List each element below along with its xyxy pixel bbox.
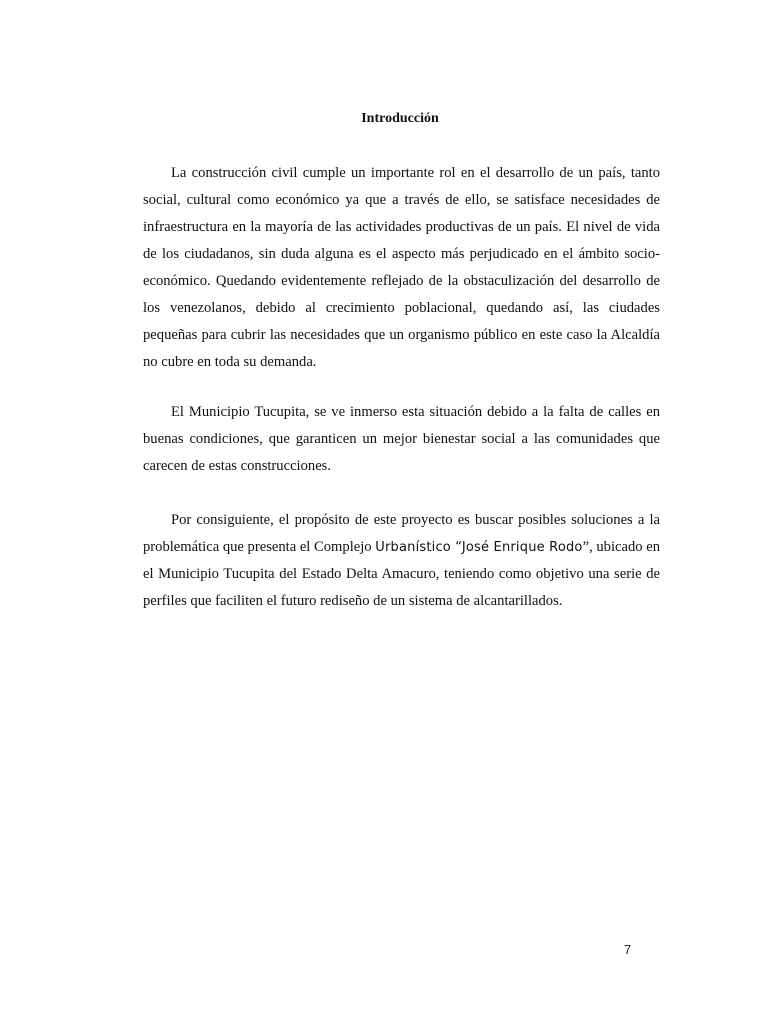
paragraph-2-text: El Municipio Tucupita, se ve inmerso esta situación debido a la falta de calles en buenas condiciones, que garanticen un mejor bienestar social a las comunidades que carecen de estas construcciones. <box>143 404 660 474</box>
paragraph-1 <box>143 160 660 376</box>
paragraph-3-text-start: Por consiguiente, el propósito de este proyecto es buscar posibles soluciones a la problemática que presenta el Complejo <box>143 512 660 555</box>
paragraph-3-stylized-name: Urbanístico “José Enrique Rodo <box>375 540 583 555</box>
page-number: 7 <box>624 942 632 957</box>
paragraph-2 <box>143 399 660 480</box>
paragraph-3-text-end: ”, ubicado en el Municipio Tucupita del Estado Delta Amacuro, teniendo como objetivo una serie de perfiles que faciliten el futuro rediseño de un sistema de alcantarillados. <box>143 539 661 609</box>
paragraph-3 <box>143 507 660 615</box>
page-title: Introducción <box>361 111 439 126</box>
paragraph-1-text: La construcción civil cumple un importante rol en el desarrollo de un país, tanto social, cultural como económico ya que a través de ello, se satisface necesidades de infraestructura en la mayoría de las actividades productivas de un país. El nivel de vida de los ciudadanos, sin duda alguna es el aspecto más perjudicado en el ámbito socio-económico. Quedando evidentemente reflejado de la obstaculización del desarrollo de los venezolanos, debido al crecimiento poblacional, quedando así, las ciudades pequeñas para cubrir las necesidades que un organismo público en este caso la Alcaldía no cubre en toda su demanda. <box>143 165 660 370</box>
